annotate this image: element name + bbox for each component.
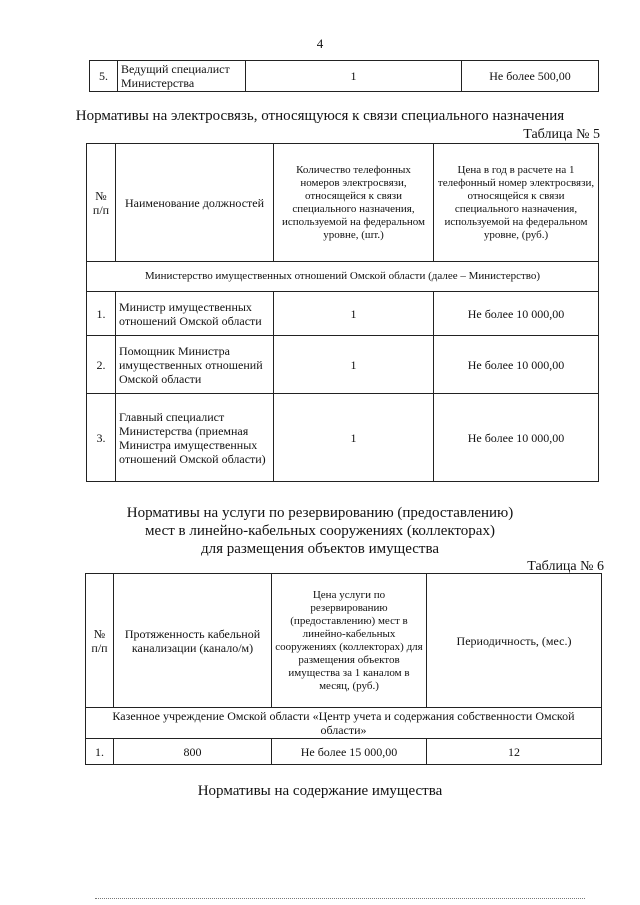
group-title: Казенное учреждение Омской области «Центр учета и содержания собственности Омской области» [86, 708, 602, 739]
row-number: 1. [87, 292, 116, 336]
header-count: Количество телефонных номеров электросвязи, относящейся к связи специального назначения, используемой на федеральном уровне, (шт.) [274, 144, 434, 262]
table-row [86, 739, 602, 765]
section6-title-line2: мест в линейно-кабельных сооружениях (коллекторах) [145, 523, 495, 539]
price-limit: Не более 10 000,00 [434, 336, 599, 394]
header-period: Периодичность, (мес.) [427, 574, 602, 708]
row-number: 1. [86, 739, 114, 765]
header-price: Цена в год в расчете на 1 телефонный номер электросвязи, относящейся к связи специального назначения, используемой на федеральном уровне, (руб.) [434, 144, 599, 262]
previous-table-tail [89, 60, 599, 92]
header-name: Наименование должностей [116, 144, 274, 262]
group-row [87, 262, 599, 292]
section6-title-line1: Нормативы на услуги по резервированию (предоставлению) [126, 505, 514, 521]
price-limit: Не более 10 000,00 [434, 394, 599, 482]
header-num: № п/п [87, 144, 116, 262]
phone-count: 1 [274, 394, 434, 482]
table-row [87, 336, 599, 394]
page-number: 4 [316, 36, 324, 51]
phone-count: 1 [274, 336, 434, 394]
table6-label: Таблица № 6 [527, 559, 604, 574]
position-name: Главный специалист Министерства (приемная Министра имущественных отношений Омской области) [116, 394, 274, 482]
section6-title-line3: для размещения объектов имущества [200, 541, 439, 557]
price-limit: Не более 15 000,00 [272, 739, 427, 765]
table-header-row [86, 574, 602, 708]
price-limit: Не более 10 000,00 [434, 292, 599, 336]
position-name: Ведущий специалист Министерства [118, 61, 246, 92]
table-5 [86, 143, 599, 482]
phone-count: 1 [246, 61, 462, 92]
header-price: Цена услуги по резервированию (предоставлению) мест в линейно-кабельных сооружениях (коллекторах) для размещения объектов имущества за 1 каналом в месяц, (руб.) [272, 574, 427, 708]
header-length: Протяженность кабельной канализации (канало/м) [114, 574, 272, 708]
row-number: 3. [87, 394, 116, 482]
position-name: Министр имущественных отношений Омской области [116, 292, 274, 336]
group-title: Министерство имущественных отношений Омской области (далее – Министерство) [87, 262, 599, 292]
group-row [86, 708, 602, 739]
table-row [90, 61, 599, 92]
section5-title: Нормативы на электросвязь, относящуюся к связи специального назначения [75, 108, 565, 124]
table-header-row [87, 144, 599, 262]
row-number: 2. [87, 336, 116, 394]
table5-label: Таблица № 5 [523, 127, 600, 142]
periodicity: 12 [427, 739, 602, 765]
row-number: 5. [90, 61, 118, 92]
cable-length: 800 [114, 739, 272, 765]
table-row [87, 292, 599, 336]
phone-count: 1 [274, 292, 434, 336]
cut-off-line [95, 898, 585, 900]
position-name: Помощник Министра имущественных отношений Омской области [116, 336, 274, 394]
header-num: № п/п [86, 574, 114, 708]
table-row [87, 394, 599, 482]
section7-title: Нормативы на содержание имущества [197, 783, 443, 799]
price-limit: Не более 500,00 [462, 61, 599, 92]
table-6 [85, 573, 602, 765]
